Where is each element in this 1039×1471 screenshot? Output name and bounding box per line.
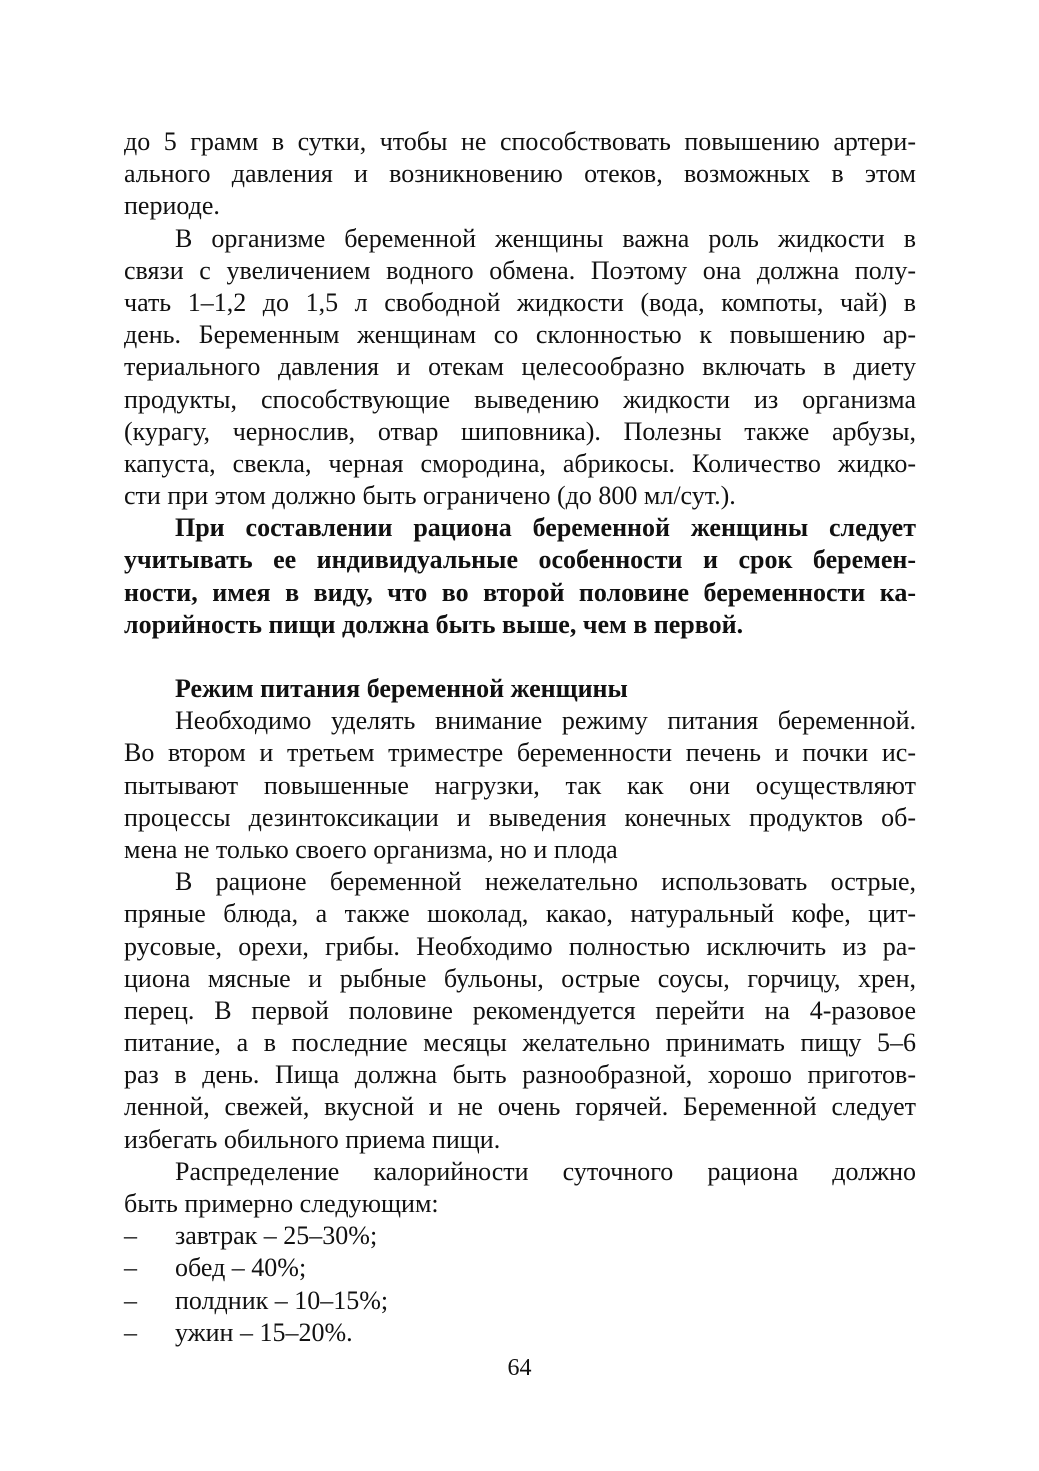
text-line: ального давления и возникновению отеков, возможных в этом	[124, 159, 916, 189]
text-line: чать 1–1,2 до 1,5 л свободной жидкости (вода, компоты, чай) в	[124, 287, 916, 317]
text-line: лорийность пищи должна быть выше, чем в первой.	[124, 609, 744, 639]
paragraph-salt	[124, 126, 916, 223]
text-line: сти при этом должно быть ограничено (до 800 мл/сут.).	[124, 481, 736, 511]
text-line: быть примерно следующим:	[124, 1189, 439, 1218]
page-body	[124, 126, 916, 1349]
paragraph-bold-note	[124, 512, 916, 641]
text-line: ленной, свежей, вкусной и не очень горячей. Беременной следует	[124, 1092, 916, 1122]
paragraph-fluids	[124, 223, 916, 513]
text-line: В организме беременной женщины важна роль жидкости в	[175, 223, 916, 253]
list-item-text: полдник – 10–15%;	[175, 1285, 389, 1315]
text-line: раз в день. Пища должна быть разнообразной, хорошо приготов-	[124, 1060, 916, 1090]
text-line: пряные блюда, а также шоколад, какао, натуральный кофе, цит-	[124, 899, 916, 929]
list-item-text: ужин – 15–20%.	[175, 1317, 353, 1347]
text-line: связи с увеличением водного обмена. Поэтому она должна полу-	[124, 255, 916, 285]
list-dash: –	[124, 1253, 137, 1283]
text-line: процессы дезинтоксикации и выведения конечных продуктов об-	[124, 802, 916, 832]
list-item	[124, 1317, 916, 1349]
text-line: циона мясные и рыбные бульоны, острые соусы, горчицу, хрен,	[124, 963, 916, 993]
section-heading: Режим питания беременной женщины	[175, 674, 628, 703]
paragraph-regime	[124, 705, 916, 866]
text-line: Во втором и третьем триместре беременности печень и почки ис-	[124, 738, 916, 768]
text-line: русовые, орехи, грибы. Необходимо полностью исключить из ра-	[124, 931, 916, 961]
text-line: мена не только своего организма, но и плода	[124, 834, 618, 864]
text-line: периоде.	[124, 191, 220, 221]
text-line: (курагу, чернослив, отвар шиповника). Полезны также арбузы,	[124, 416, 916, 446]
meal-list	[124, 1220, 916, 1349]
list-dash: –	[124, 1285, 137, 1315]
text-line: питание, а в последние месяцы желательно принимать пищу 5–6	[124, 1028, 916, 1058]
paragraph-calorie-distribution	[124, 1156, 916, 1220]
list-dash: –	[124, 1317, 137, 1347]
text-line: капуста, свекла, черная смородина, абрикосы. Количество жидко-	[124, 448, 916, 478]
text-line: день. Беременным женщинам со склонностью к повышению ар-	[124, 320, 916, 350]
list-item	[124, 1252, 916, 1284]
text-line: продукты, способствующие выведению жидкости из организма	[124, 384, 916, 414]
section-gap	[124, 641, 916, 673]
text-line: пытывают повышенные нагрузки, так как они осуществляют	[124, 770, 916, 800]
text-line: ности, имея в виду, что во второй половине беременности ка-	[124, 577, 916, 607]
text-line: учитывать ее индивидуальные особенности и срок беремен-	[124, 545, 916, 575]
text-line: перец. В первой половине рекомендуется перейти на 4-разовое	[124, 995, 916, 1025]
list-item-text: обед – 40%;	[175, 1253, 307, 1283]
text-line: Распределение калорийности суточного рациона должно	[175, 1156, 916, 1186]
text-line: до 5 грамм в сутки, чтобы не способствовать повышению артери-	[124, 127, 916, 156]
page-number: 64	[507, 1355, 532, 1381]
text-line: В рационе беременной нежелательно использовать острые,	[175, 867, 916, 897]
text-line: териального давления и отекам целесообразно включать в диету	[124, 352, 916, 382]
text-line: Необходимо уделять внимание режиму питания беременной.	[175, 706, 916, 736]
list-item	[124, 1220, 916, 1252]
list-dash: –	[124, 1221, 137, 1251]
list-item-text: завтрак – 25–30%;	[175, 1221, 378, 1251]
paragraph-diet-restrictions	[124, 866, 916, 1156]
text-line: избегать обильного приема пищи.	[124, 1124, 501, 1154]
list-item	[124, 1285, 916, 1317]
text-line: При составлении рациона беременной женщины следует	[175, 513, 916, 543]
